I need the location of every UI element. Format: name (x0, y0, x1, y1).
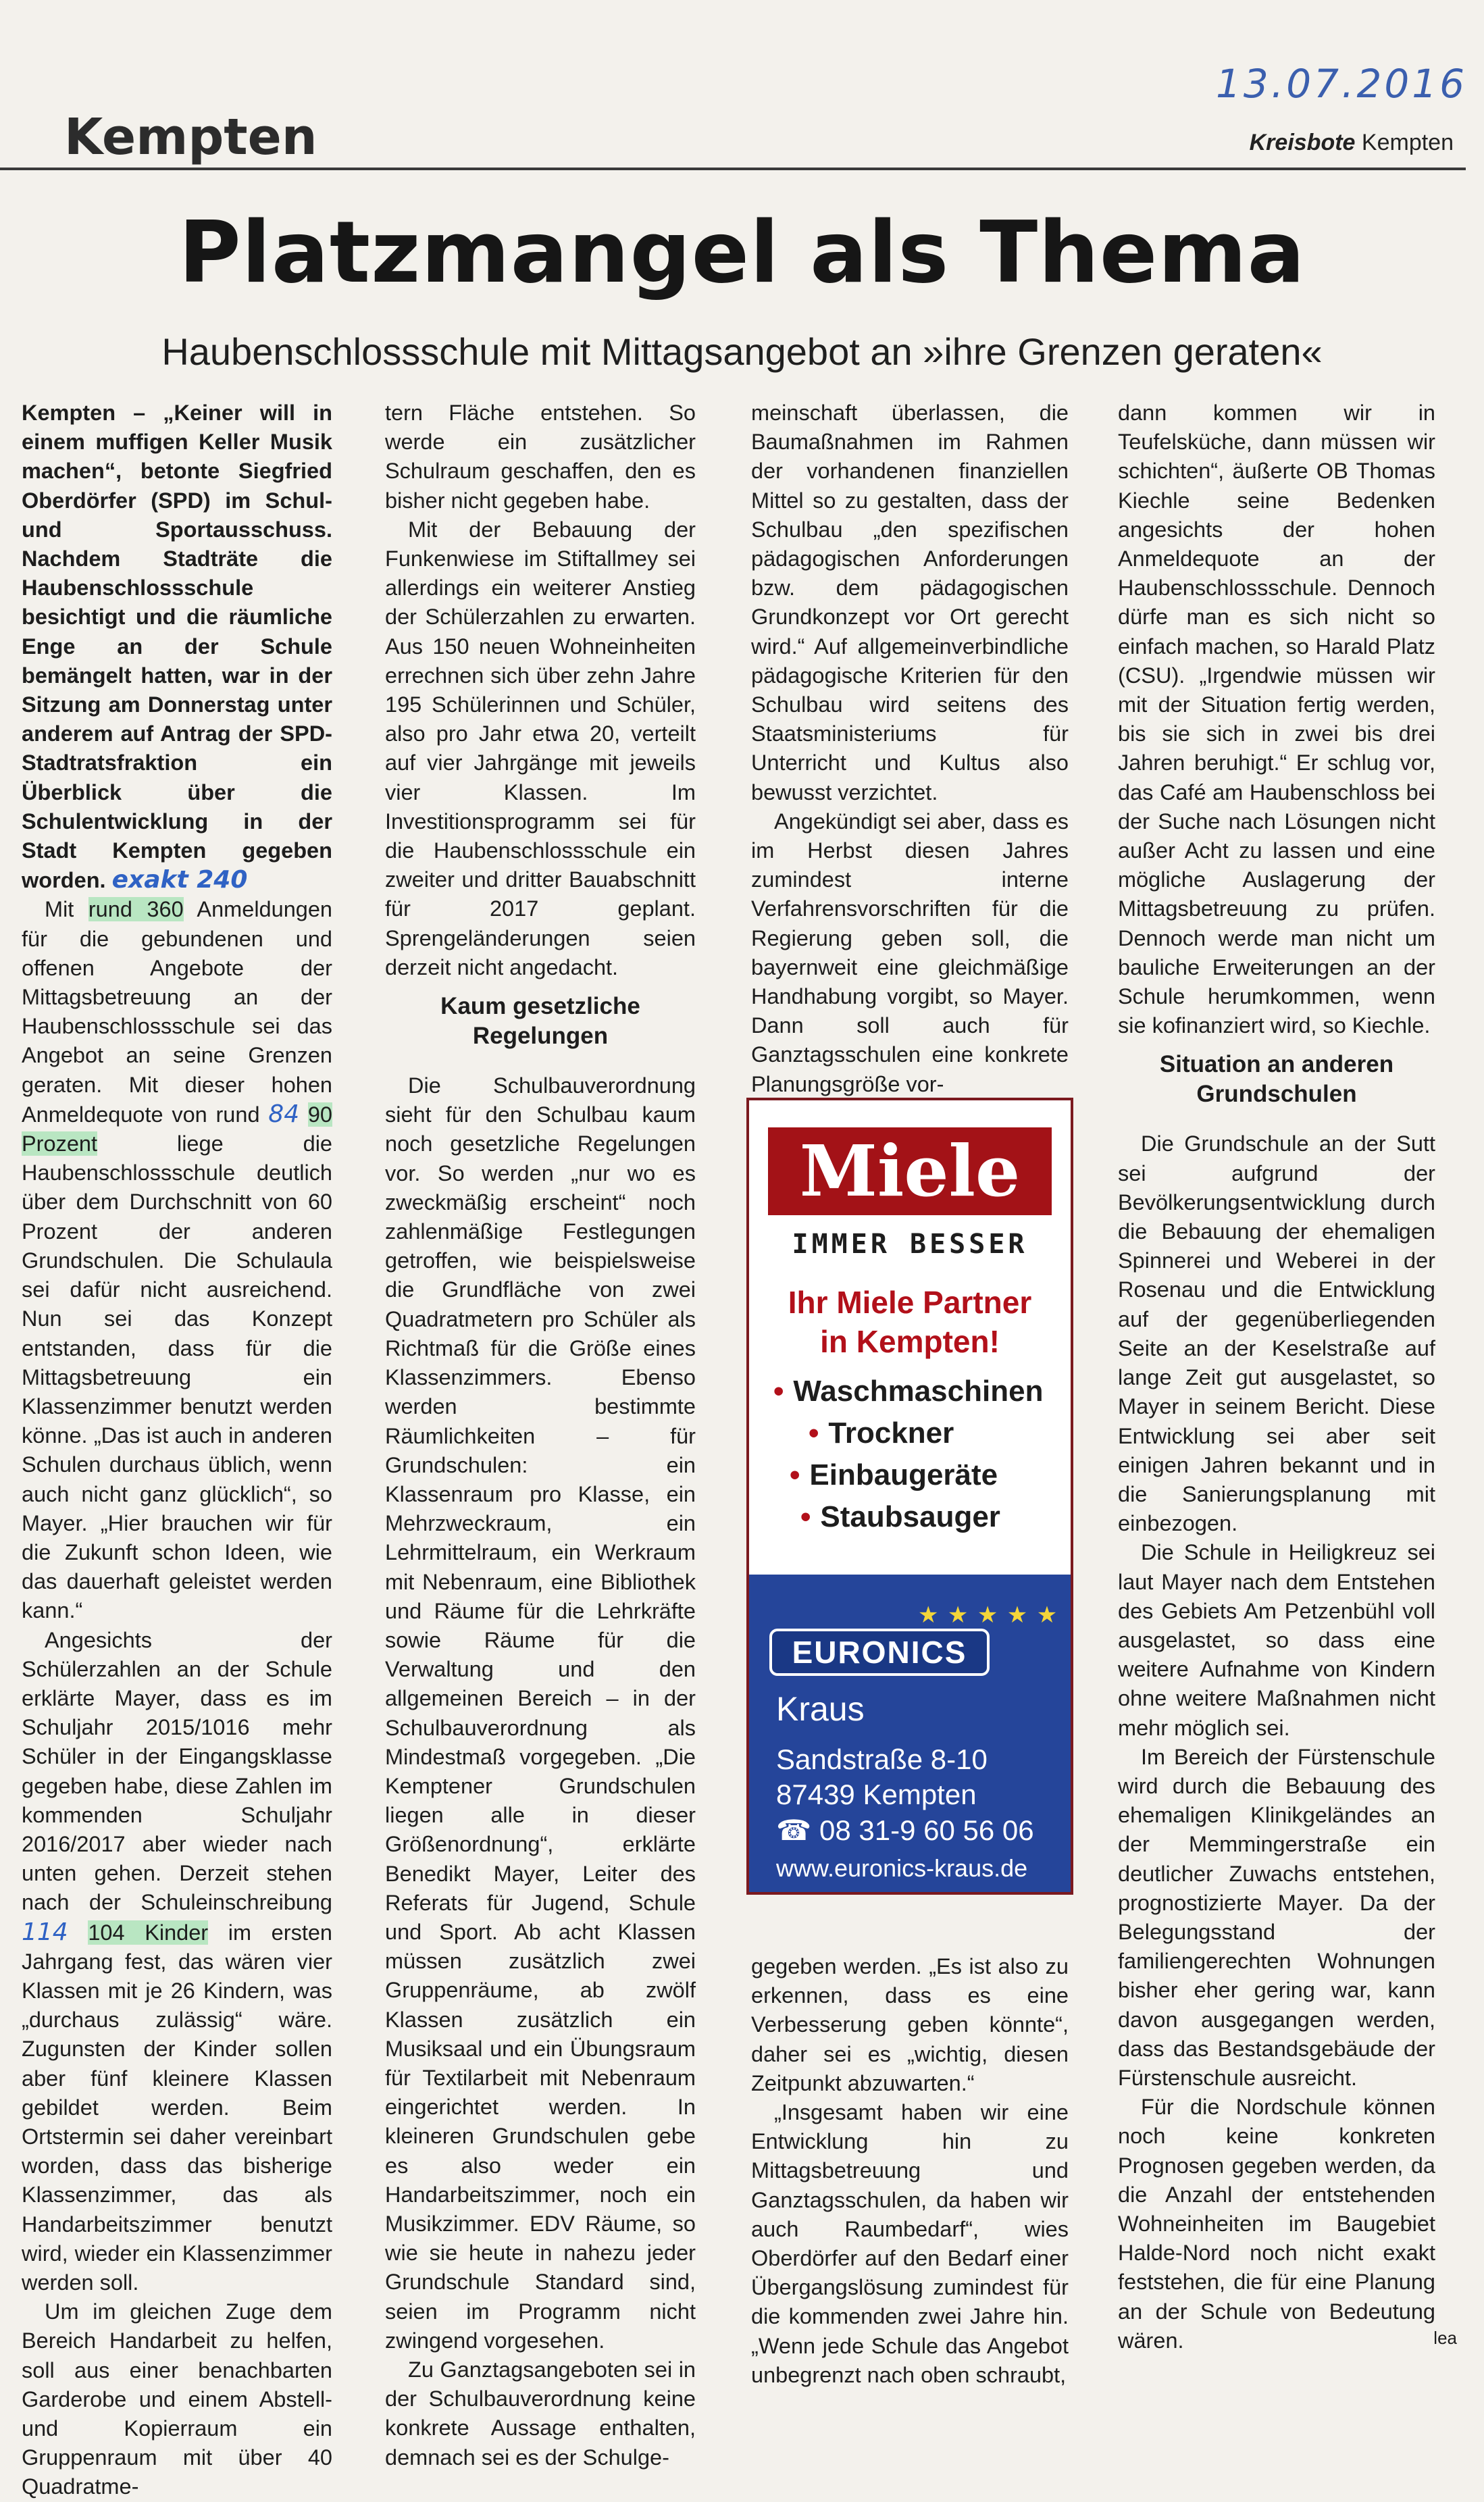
dealer-website: www.euronics-kraus.de (776, 1854, 1028, 1882)
column-1 (22, 399, 333, 2499)
lead-paragraph: Kempten – „Keiner will in einem muffigen Keller Musik machen“, betonte Siegfried Oberdörfer (SPD) im Schul- und Sportausschuss. Nachdem Stadträte die Haubenschlossschule besichtigt und die räumliche Enge an der Schule bemängelt hatten, war in der Sitzung am Donnerstag unter anderem auf Antrag der SPD-Stadtratsfraktion ein Überblick über die Schulentwicklung in der Stadt Kempten gegeben worden. exakt 240 (22, 401, 332, 894)
list-item: • Einbaugeräte (790, 1458, 998, 1491)
headline: Platzmangel als Thema (178, 203, 1306, 302)
paragraph: tern Fläche entstehen. So werde ein zusätzlicher Schulraum geschaffen, den es bisher nicht gegeben habe. (385, 401, 696, 513)
paragraph: gegeben werden. „Es ist also zu erkennen, dass es eine Verbesserung geben könnte“, daher sei es „wichtig, diesen Zeitpunkt abzuwarten.“ (751, 1954, 1069, 2095)
product-list (749, 1371, 1071, 1538)
paragraph: Die Grundschule an der Sutt sei aufgrund der Bevölkerungsentwicklung durch die Bebauung der ehemaligen Spinnerei und Weberei in der Rosenau und die Entwicklung auf der gegenüberliegenden Seite an der Keselstraße auf lange Zeit gut ausgelastet, so Mayer in seinem Bericht. Diese Entwicklung sei aber seit einigen Jahren bekannt und in die Sanierungsplanung mit einbezogen. (1118, 1131, 1435, 1536)
advertisement (746, 1098, 1073, 1895)
paragraph: Für die Nordschule können noch keine konkreten Prognosen gegeben werden, da die Anzahl der entstehenden Wohneinheiten im Baugebiet Halde-Nord noch nicht exakt feststehen, die für eine Planung an der Schule von Bedeutung wären. (1118, 2095, 1435, 2353)
handwritten-note: 84 (268, 1100, 300, 1128)
column-3-continued (751, 1952, 1069, 2390)
paragraph: Angesichts der Schülerzahlen an der Schule erklärte Mayer, dass es im Schuljahr 2015/1016 mehr Schüler in der Eingangsklasse gegeben habe, diese Zahlen im kommenden Schuljahr 2016/2017 aber wieder nach unten gehen. Derzeit stehen nach der Schuleinschreibung 114 104 Kinder im ersten Jahrgang fest, das wären vier Klassen mit je 26 Kindern, was „durchaus zulässig“ wäre. Zugunsten der Kinder sollen aber fünf kleinere Klassen gebildet werden. Beim Ortstermin sei daher vereinbart worden, dass das bisherige Klassenzimmer, das als Handarbeitszimmer benutzt wird, wieder ein Klassenzimmer werden soll. (22, 1627, 333, 2295)
handwritten-note: exakt 240 (111, 866, 248, 894)
highlighted-text: 104 Kinder (88, 1920, 209, 1945)
partner-text: Ihr Miele Partner in Kempten! (788, 1285, 1032, 1359)
paragraph: Im Bereich der Fürstenschule wird durch die Bebauung des ehemaligen Klinikgeländes an der Memmingerstraße ein deutlicher Zuwachs entstehen, prognostizierte Mayer. Da der Belegungsstand der familiengerechten Wohnungen bisher eher gering war, kann davon ausgegangen werden, dass das Bestandsgebäude der Fürstenschule ausreicht. (1118, 1744, 1435, 2090)
dealer-name: Kraus (776, 1690, 865, 1728)
paragraph: Die Schule in Heiligkreuz sei laut Mayer nach dem Entstehen des Gebiets Am Petzenbühl voll ausgelastet, so dass eine weitere Aufnahme von Kindern ohne weitere Maßnahmen nicht mehr möglich sei. (1118, 1540, 1435, 1740)
miele-panel (749, 1100, 1071, 1575)
list-item: • Trockner (809, 1416, 954, 1450)
paragraph: Die Schulbauverordnung sieht für den Schulbau kaum noch gesetzliche Regelungen vor. So werden „nur wo es zweckmäßig erscheint“ noch zahlenmäßige Festlegungen getroffen, wie beispielsweise die Grundfläche von zwei Quadratmetern pro Schüler als Richtmaß für die Größe eines Klassenzimmers. Ebenso werden bestimmte Räumlichkeiten – für Grundschulen: ein Klassenraum pro Klasse, ein Mehrzweckraum, ein Lehrmittelraum, ein Werkraum mit Nebenraum, eine Bibliothek und Räume für die Lehrkräfte sowie Räume für die Verwaltung und den allgemeinen Bereich – in der Schulbauverordnung als Mindestmaß vorgegeben. „Die Kemptener Grundschulen liegen alle in dieser Größenordnung“, erklärte Benedikt Mayer, Leiter des Referats für Jugend, Schule und Sport. Ab acht Klassen müssen zusätzlich zwei Gruppenräume, ab zwölf Klassen zusätzlich ein Musiksaal und ein Übungsraum für Textilarbeit mit Nebenraum eingerichtet werden. In kleineren Grundschulen gebe es also weder ein Handarbeitszimmer, noch ein Musikzimmer. EDV Räume, so wie sie heute in nahezu jeder Grundschule Standard sind, seien im Programm nicht zwingend vorgesehen. (385, 1073, 696, 2353)
header-rule (0, 168, 1466, 170)
handwritten-note: 114 (22, 1918, 68, 1946)
paragraph: Zu Ganztagsangeboten sei in der Schulbauverordnung keine konkrete Aussage enthalten, demnach sei es der Schulge- (385, 2357, 696, 2470)
highlighted-text: 90 Prozent (22, 1102, 333, 1156)
paragraph: Um im gleichen Zuge dem Bereich Handarbeit zu helfen, soll aus einer benachbarten Garderobe und einem Abstell- und Kopierraum ein Gruppenraum mit über 40 Quadratme- (22, 2299, 332, 2499)
column-2 (385, 399, 696, 2470)
handwritten-date: 13.07.2016 (1216, 61, 1468, 107)
dealer-city: 87439 Kempten (776, 1779, 977, 1810)
paper-edition: Kempten (1361, 130, 1454, 155)
paragraph: „Insgesamt haben wir eine Entwicklung hin zu Mittagsbetreuung und Ganztagsschulen, da haben wir auch Raumbedarf“, wies Oberdörfer auf den Bedarf einer Übergangslösung zumindest für die kommenden zwei Jahre hin. „Wenn jede Schule das Angebot unbegrenzt nach oben schraubt, (751, 2100, 1069, 2387)
paper-name: Kreisbote (1249, 130, 1356, 155)
euronics-logo: EURONICS (769, 1629, 990, 1676)
stars-icon: ★ ★ ★ ★ ★ (918, 1602, 1059, 1628)
euronics-panel (749, 1575, 1071, 1892)
dealer-phone: ☎ 08 31-9 60 56 06 (776, 1814, 1034, 1846)
masthead (1250, 130, 1454, 156)
paragraph: dann kommen wir in Teufelsküche, dann müssen wir schichten“, äußerte OB Thomas Kiechle seine Bedenken angesichts der hohen Anmeldequote an der Haubenschlossschule. Dennoch dürfe man es sich nicht so einfach machen, so Harald Platz (CSU). „Irgendwie müssen wir mit der Situation fertig werden, bis sie sich in zwei bis drei Jahren beruhigt.“ Er schlug vor, das Café am Haubenschloss bei der Suche nach Lösungen nicht außer Acht zu lassen und eine mögliche Auslagerung der Mittagsbetreuung zu prüfen. Dennoch werde man nicht um bauliche Erweiterungen an der Schule herumkommen, wenn sie kofinanziert wird, so Kiechle. (1118, 401, 1435, 1038)
column-4 (1118, 399, 1435, 2353)
miele-logo: Miele (768, 1127, 1052, 1215)
list-item: • Staubsauger (800, 1500, 1000, 1533)
author-signature: lea (1433, 2328, 1457, 2348)
paragraph: meinschaft überlassen, die Baumaßnahmen im Rahmen der vorhandenen finanziellen Mittel so zu gestalten, dass der Schulbau „den spezifischen pädagogischen Anforderungen bzw. dem pädagogischen Grundkonzept vor Ort gerecht wird.“ Auf allgemeinverbindliche pädagogische Kriterien für den Schulbau wird seitens des Staatsministeriums für Unterricht und Kultus also bewusst verzichtet. (751, 401, 1069, 805)
paragraph: Mit rund 360 Anmeldungen für die gebundenen und offenen Angebote der Mittagsbetreuung an der Haubenschlossschule sei das Angebot an seine Grenzen geraten. Mit dieser hohen Anmeldequote von rund 84 90 Prozent liege die Haubenschlossschule deutlich über dem Durchschnitt von 60 Prozent der anderen Grundschulen. Die Schulaula sei dafür nicht ausreichend. Nun sei das Konzept entstanden, dass für die Mittagsbetreuung ein Klassenzimmer benutzt werden könne. „Das ist auch in anderen Schulen durchaus üblich, wenn auch nicht ganz glücklich“, so Mayer. „Hier brauchen wir für die Zukunft schon Ideen, wie das dauerhaft geleistet werden kann.“ (22, 897, 333, 1623)
subheading: Kaum gesetzliche Regelungen (440, 993, 640, 1050)
highlighted-text: rund 360 (88, 897, 184, 922)
paragraph: Angekündigt sei aber, dass es im Herbst diesen Jahres zumindest interne Verfahrensvorschriften für die Regierung geben soll, die bayernweit eine gleichmäßige Handhabung vorgibt, so Mayer. Dann soll auch für Ganztagsschulen eine konkrete Planungsgröße vor- (751, 809, 1069, 1096)
miele-slogan: IMMER BESSER (792, 1229, 1028, 1260)
subheading: Situation an anderen Grundschulen (1159, 1051, 1394, 1108)
paragraph: Mit der Bebauung der Funkenwiese im Stiftallmey sei allerdings ein weiterer Anstieg der Schülerzahlen zu erwarten. Aus 150 neuen Wohneinheiten errechnen sich über zehn Jahre 195 Schülerinnen und Schüler, also pro Jahr etwa 20, verteilt auf vier Jahrgänge mit jeweils vier Klassen. Im Investitionsprogramm sei für die Haubenschlossschule ein zweiter und dritter Bauabschnitt für 2017 geplant. Sprengeländerungen seien derzeit nicht angedacht. (385, 517, 696, 979)
section-title: Kempten (64, 108, 317, 166)
dealer-street: Sandstraße 8-10 (776, 1743, 988, 1775)
list-item: • Waschmaschinen (773, 1375, 1044, 1408)
subheadline: Haubenschlossschule mit Mittagsangebot an »ihre Grenzen geraten« (161, 330, 1323, 373)
